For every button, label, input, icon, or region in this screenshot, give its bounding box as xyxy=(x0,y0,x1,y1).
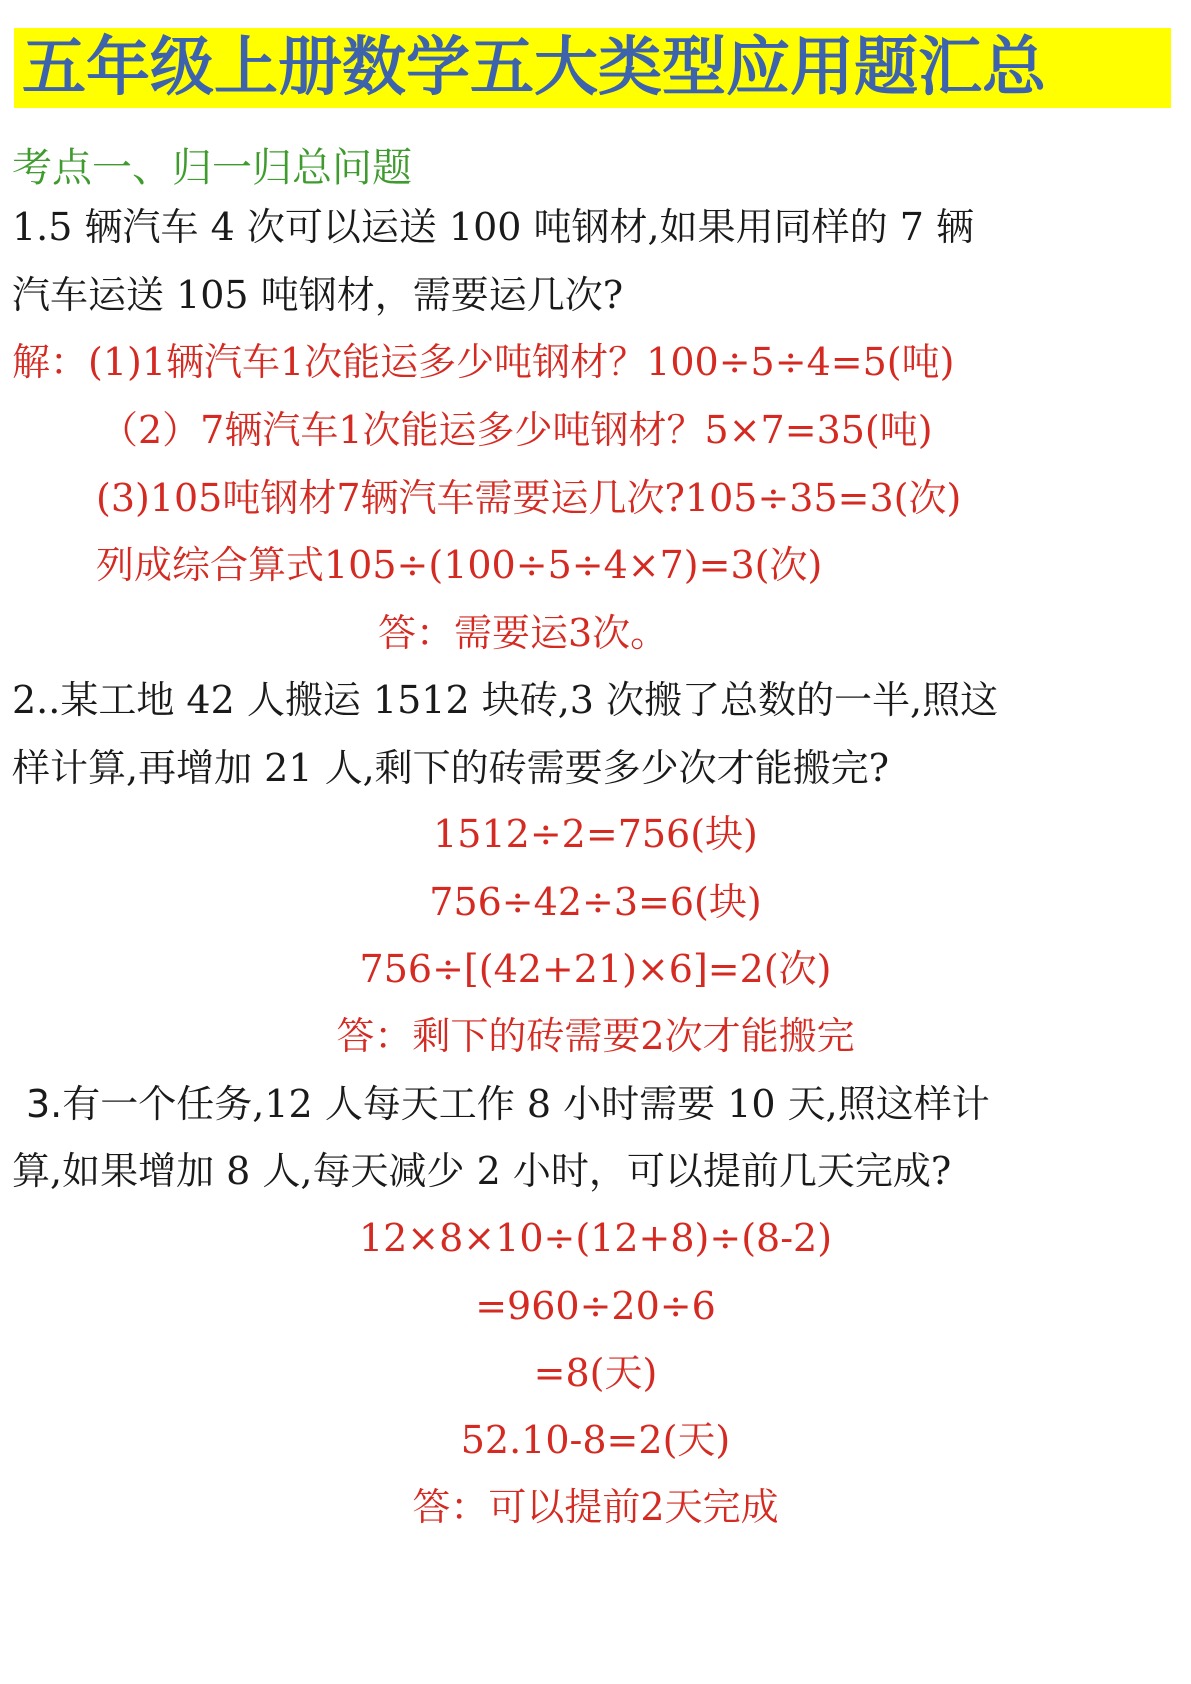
problem2-step1: 1512÷2=756(块) xyxy=(433,812,758,856)
problem1-solution-step2: （2）7辆汽车1次能运多少吨钢材？5×7=35(吨) xyxy=(100,408,933,452)
problem1-question-line1: 1.5 辆汽车 4 次可以运送 100 吨钢材,如果用同样的 7 辆 xyxy=(12,205,974,249)
problem2-answer: 答：剩下的砖需要2次才能搬完 xyxy=(336,1014,855,1058)
problem2-question-line1: 2..某工地 42 人搬运 1512 块砖,3 次搬了总数的一半,照这 xyxy=(12,678,999,722)
section-heading: 考点一、归一归总问题 xyxy=(12,145,412,191)
problem3-step1: 12×8×10÷(12+8)÷(8-2) xyxy=(358,1216,833,1260)
problem1-solution-step3: (3)105吨钢材7辆汽车需要运几次?105÷35=3(次) xyxy=(96,476,962,520)
problem3-question-line1 xyxy=(26,1082,990,1126)
problem3-number: 3. xyxy=(26,1082,63,1126)
problem3-answer: 答：可以提前2天完成 xyxy=(412,1485,779,1529)
problem1-combined-formula: 列成综合算式105÷(100÷5÷4×7)=3(次) xyxy=(96,543,823,587)
problem1-answer: 答：需要运3次。 xyxy=(378,611,669,655)
problem1-question-line2: 汽车运送 105 吨钢材，需要运几次? xyxy=(12,273,624,317)
problem3-question-text: 有一个任务,12 人每天工作 8 小时需要 10 天,照这样计 xyxy=(62,1082,990,1126)
problem2-question-line2: 样计算,再增加 21 人,剩下的砖需要多少次才能搬完? xyxy=(12,746,890,790)
problem3-step4: 52.10-8=2(天) xyxy=(460,1418,731,1462)
page-title: 五年级上册数学五大类型应用题汇总 xyxy=(22,31,1046,105)
problem1-solution-step1: 解：(1)1辆汽车1次能运多少吨钢材？100÷5÷4=5(吨) xyxy=(12,340,955,384)
problem2-step3: 756÷[(42+21)×6]=2(次) xyxy=(359,947,832,991)
problem3-step2: =960÷20÷6 xyxy=(475,1284,716,1328)
problem2-step2: 756÷42÷3=6(块) xyxy=(429,880,762,924)
problem3-question-line2: 算,如果增加 8 人,每天减少 2 小时，可以提前几天完成? xyxy=(12,1149,952,1193)
problem3-step3: =8(天) xyxy=(533,1351,658,1395)
